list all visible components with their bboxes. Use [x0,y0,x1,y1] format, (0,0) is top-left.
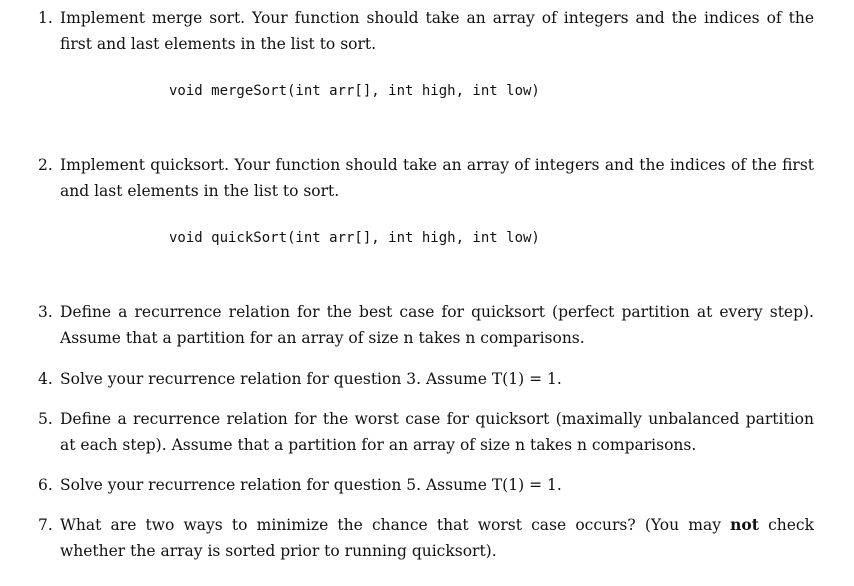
question-7 [38,512,814,564]
question-number: 3. [38,303,53,321]
code-signature-quick-sort: void quickSort(int arr[], int high, int low) [169,230,540,246]
question-text: Implement quicksort. Your function should take an array of integers and the indices of the first and last elements in the list to sort. [60,156,814,200]
question-number: 1. [38,9,53,27]
question-text: Solve your recurrence relation for question 5. Assume T(1) = 1. [60,476,562,494]
question-6 [38,472,814,498]
code-signature-merge-sort: void mergeSort(int arr[], int high, int low) [169,83,540,99]
question-2 [38,152,814,204]
question-number: 6. [38,476,53,494]
question-number: 4. [38,370,53,388]
emphasis-not: not [730,515,759,534]
question-5 [38,406,814,458]
question-text-before: What are two ways to minimize the chance that worst case occurs? (You may [60,516,731,534]
question-text [60,512,814,564]
question-4 [38,366,814,392]
question-3 [38,299,814,351]
question-text: Define a recurrence relation for the worst case for quicksort (maximally unbalanced partition at each step). Assume that a partition for an array of size n takes n comparisons. [60,410,814,454]
question-number: 2. [38,156,53,174]
question-number: 7. [38,516,53,534]
question-text: Solve your recurrence relation for question 3. Assume T(1) = 1. [60,370,562,388]
question-text: Implement merge sort. Your function should take an array of integers and the indices of the first and last elements in the list to sort. [60,9,814,53]
question-text-after: check whether the array is sorted prior to running quicksort). [60,516,814,560]
question-text: Define a recurrence relation for the best case for quicksort (perfect partition at every step). Assume that a partition for an array of size n takes n comparisons. [60,303,814,347]
question-1 [38,5,814,57]
question-number: 5. [38,410,53,428]
